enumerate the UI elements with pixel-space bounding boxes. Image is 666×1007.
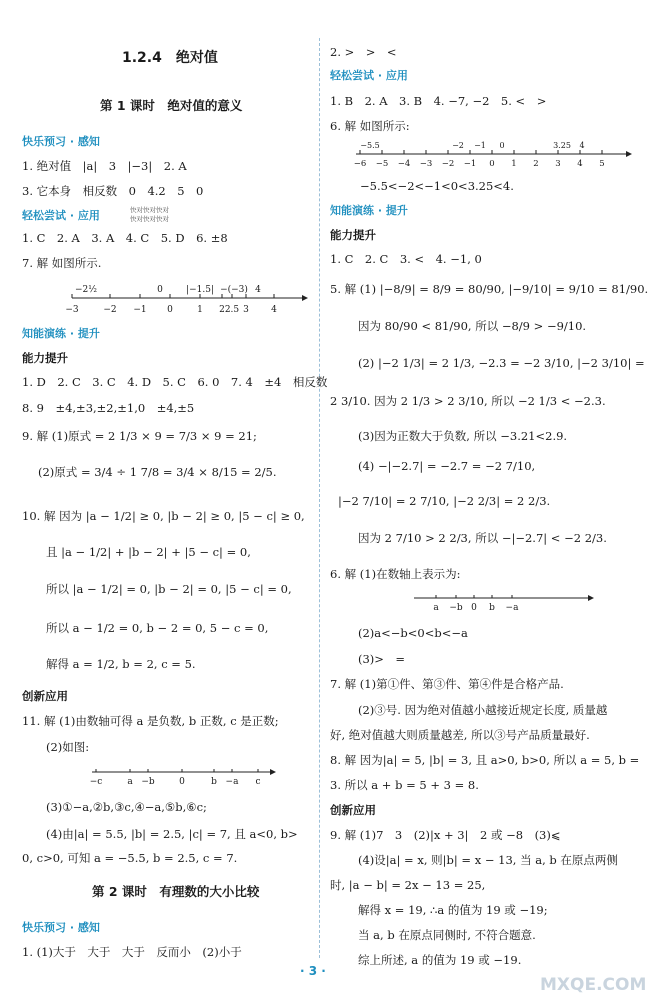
answer-line: 6. 解 如图所示: <box>330 119 410 133</box>
answer-line: |−2 7/10| = 2 7/10, |−2 2/3| = 2 2/3. <box>338 494 551 508</box>
answer-line: −5.5<−2<−1<0<3.25<4. <box>360 179 514 193</box>
nl3-bottom-label: −3 <box>419 159 433 169</box>
answer-line: (4)由|a| = 5.5, |b| = 2.5, |c| = 7, 且 a<0, b> <box>46 827 298 841</box>
nl2-label: −a <box>225 777 239 787</box>
answer-line: 1. C 2. C 3. < 4. −1, 0 <box>330 252 482 266</box>
heading-try: 轻松尝试 · 应用 <box>330 69 408 82</box>
answer-line: 10. 解 因为 |a − 1/2| ≥ 0, |b − 2| ≥ 0, |5 − c| ≥ 0, <box>22 509 305 523</box>
nl3-top-label: 4 <box>579 141 585 150</box>
nl4-label: −b <box>449 603 463 613</box>
number-line-2 <box>82 762 282 788</box>
nl2-label: b <box>211 777 217 787</box>
answer-line: 且 |a − 1/2| + |b − 2| + |5 − c| = 0, <box>46 545 251 559</box>
number-line-4 <box>410 588 610 614</box>
nl3-bottom-label: −1 <box>463 159 477 169</box>
nl3-top-label: −2 <box>452 141 464 150</box>
answer-line: 所以 a − 1/2 = 0, b − 2 = 0, 5 − c = 0, <box>46 621 269 635</box>
answer-line: 2. > > < <box>330 45 397 59</box>
nl4-label: 0 <box>471 603 477 613</box>
tiny-note: 快对快对快对 <box>130 206 169 214</box>
answer-line: 当 a, b 在原点同侧时, 不符合题意. <box>358 928 536 942</box>
answer-line: 7. 解 (1)第①件、第③件、第④件是合格产品. <box>330 677 564 691</box>
nl1-bottom-label: 4 <box>271 305 277 315</box>
answer-line: 1. (1)大于 大于 大于 反而小 (2)小于 <box>22 945 242 959</box>
heading-innovation: 创新应用 <box>22 689 68 703</box>
answer-line: 所以 |a − 1/2| = 0, |b − 2| = 0, |5 − c| = 0, <box>46 582 292 596</box>
heading-train: 知能演练 · 提升 <box>22 327 100 340</box>
lesson-2-title: 第 2 课时 有理数的大小比较 <box>92 884 260 899</box>
nl1-top-label: −2½ <box>75 285 97 295</box>
nl2-label: −c <box>89 777 103 787</box>
answer-line: 3. 所以 a + b = 5 + 3 = 8. <box>330 778 479 792</box>
answer-line: 好, 绝对值越大则质量越差, 所以③号产品质量最好. <box>330 728 590 742</box>
answer-line: 8. 9 ±4,±3,±2,±1,0 ±4,±5 <box>22 401 195 415</box>
nl3-bottom-label: 2 <box>533 159 539 169</box>
nl3-top-label: 0 <box>499 141 505 150</box>
answer-line: 解得 x = 19, ∴a 的值为 19 或 −19; <box>358 903 548 917</box>
answer-line: 11. 解 (1)由数轴可得 a 是负数, b 正数, c 是正数; <box>22 714 279 728</box>
answer-line: (4)设|a| = x, 则|b| = x − 13, 当 a, b 在原点两侧 <box>358 853 618 867</box>
lesson-1-title: 第 1 课时 绝对值的意义 <box>100 98 243 113</box>
heading-try: 轻松尝试 · 应用 <box>22 209 100 222</box>
answer-line: 7. 解 如图所示. <box>22 256 102 270</box>
heading-preview-2: 快乐预习 · 感知 <box>22 921 100 934</box>
nl1-bottom-label: 3 <box>243 305 249 315</box>
nl3-top-label: −5.5 <box>360 141 380 150</box>
heading-preview: 快乐预习 · 感知 <box>22 135 100 148</box>
nl2-label: −b <box>141 777 155 787</box>
answer-line: 因为 2 7/10 > 2 2/3, 所以 −|−2.7| < −2 2/3. <box>358 531 607 545</box>
answer-line: 6. 解 (1)在数轴上表示为: <box>330 567 461 581</box>
answer-line: 因为 80/90 < 81/90, 所以 −8/9 > −9/10. <box>358 319 587 333</box>
answer-line: (3)> = <box>358 652 406 666</box>
answer-line: 解得 a = 1/2, b = 2, c = 5. <box>46 657 196 671</box>
nl3-bottom-label: −4 <box>397 159 411 169</box>
nl1-top-label: 0 <box>157 285 163 295</box>
nl4-label: a <box>433 603 439 613</box>
nl1-bottom-label: 2 <box>219 305 225 315</box>
answer-line: 3. 它本身 相反数 0 4.2 5 0 <box>22 184 204 198</box>
nl3-bottom-label: 0 <box>489 159 495 169</box>
nl3-bottom-label: −2 <box>441 159 455 169</box>
answer-line: (4) −|−2.7| = −2.7 = −2 7/10, <box>358 459 536 473</box>
heading-ability: 能力提升 <box>22 351 68 365</box>
heading-ability: 能力提升 <box>330 228 376 242</box>
tiny-note: 快对快对快对 <box>130 215 169 223</box>
nl2-label: c <box>255 777 261 787</box>
answer-line: 9. 解 (1)7 3 (2)|x + 3| 2 或 −8 (3)⩽ <box>330 828 561 842</box>
nl1-bottom-label: −1 <box>133 305 147 315</box>
nl1-bottom-label: 1 <box>197 305 203 315</box>
number-line-3 <box>350 136 640 176</box>
answer-line: 1. 绝对值 |a| 3 |−3| 2. A <box>22 159 187 173</box>
nl1-top-label: −(−3) <box>220 285 248 295</box>
number-line-1 <box>62 276 312 320</box>
nl4-label: −a <box>505 603 519 613</box>
answer-line: 0, c>0, 可知 a = −5.5, b = 2.5, c = 7. <box>22 851 238 865</box>
nl3-top-label: 3.25 <box>553 141 571 150</box>
answer-line: 2 3/10. 因为 2 1/3 > 2 3/10, 所以 −2 1/3 < −2.3. <box>330 394 606 408</box>
answer-line: (2)原式 = 3/4 ÷ 1 7/8 = 3/4 × 8/15 = 2/5. <box>38 465 277 479</box>
answer-line: 1. B 2. A 3. B 4. −7, −2 5. < > <box>330 94 547 108</box>
nl3-bottom-label: −6 <box>353 159 367 169</box>
section-title: 1.2.4 绝对值 <box>122 50 218 66</box>
answer-line: 综上所述, a 的值为 19 或 −19. <box>358 953 522 967</box>
answer-line: 9. 解 (1)原式 = 2 1/3 × 9 = 7/3 × 9 = 21; <box>22 429 257 443</box>
nl1-bottom-label: 2.5 <box>224 305 240 315</box>
answer-line: 8. 解 因为|a| = 5, |b| = 3, 且 a>0, b>0, 所以 a = 5, b = <box>330 753 640 767</box>
answer-line: 5. 解 (1) |−8/9| = 8/9 = 80/90, |−9/10| = 9/10 = 81/90. <box>330 282 649 296</box>
page-number: · 3 · <box>300 964 326 978</box>
nl4-label: b <box>489 603 495 613</box>
answer-line: (3)因为正数大于负数, 所以 −3.21<2.9. <box>358 429 568 443</box>
watermark-text: MXQE.COM <box>540 975 647 995</box>
nl1-bottom-label: −2 <box>103 305 117 315</box>
nl3-bottom-label: 3 <box>555 159 561 169</box>
nl1-bottom-label: −3 <box>65 305 79 315</box>
answer-line: (2)a<−b<0<b<−a <box>358 626 468 640</box>
nl1-bottom-label: 0 <box>167 305 173 315</box>
nl3-bottom-label: 4 <box>577 159 583 169</box>
answer-line: 时, |a − b| = 2x − 13 = 25, <box>330 878 486 892</box>
nl3-top-label: −1 <box>474 141 486 150</box>
nl3-bottom-label: 1 <box>511 159 517 169</box>
nl3-bottom-label: −5 <box>375 159 389 169</box>
nl1-top-label: 4 <box>255 285 261 295</box>
answer-line: 1. D 2. C 3. C 4. D 5. C 6. 0 7. 4 ±4 相反数 <box>22 375 328 389</box>
answer-line: 1. C 2. A 3. A 4. C 5. D 6. ±8 <box>22 231 228 245</box>
answer-line: (2) |−2 1/3| = 2 1/3, −2.3 = −2 3/10, |−2 3/10| = <box>358 356 645 370</box>
answer-line: (2)③号. 因为绝对值越小越接近规定长度, 质量越 <box>358 703 608 717</box>
answer-line: (3)①−a,②b,③c,④−a,⑤b,⑥c; <box>46 800 207 814</box>
heading-train: 知能演练 · 提升 <box>330 204 408 217</box>
nl2-label: a <box>127 777 133 787</box>
nl1-top-label: |−1.5| <box>186 285 214 295</box>
nl3-bottom-label: 5 <box>599 159 605 169</box>
heading-innovation: 创新应用 <box>330 803 376 817</box>
nl2-label: 0 <box>179 777 185 787</box>
column-divider <box>319 38 320 958</box>
answer-line: (2)如图: <box>46 740 90 754</box>
